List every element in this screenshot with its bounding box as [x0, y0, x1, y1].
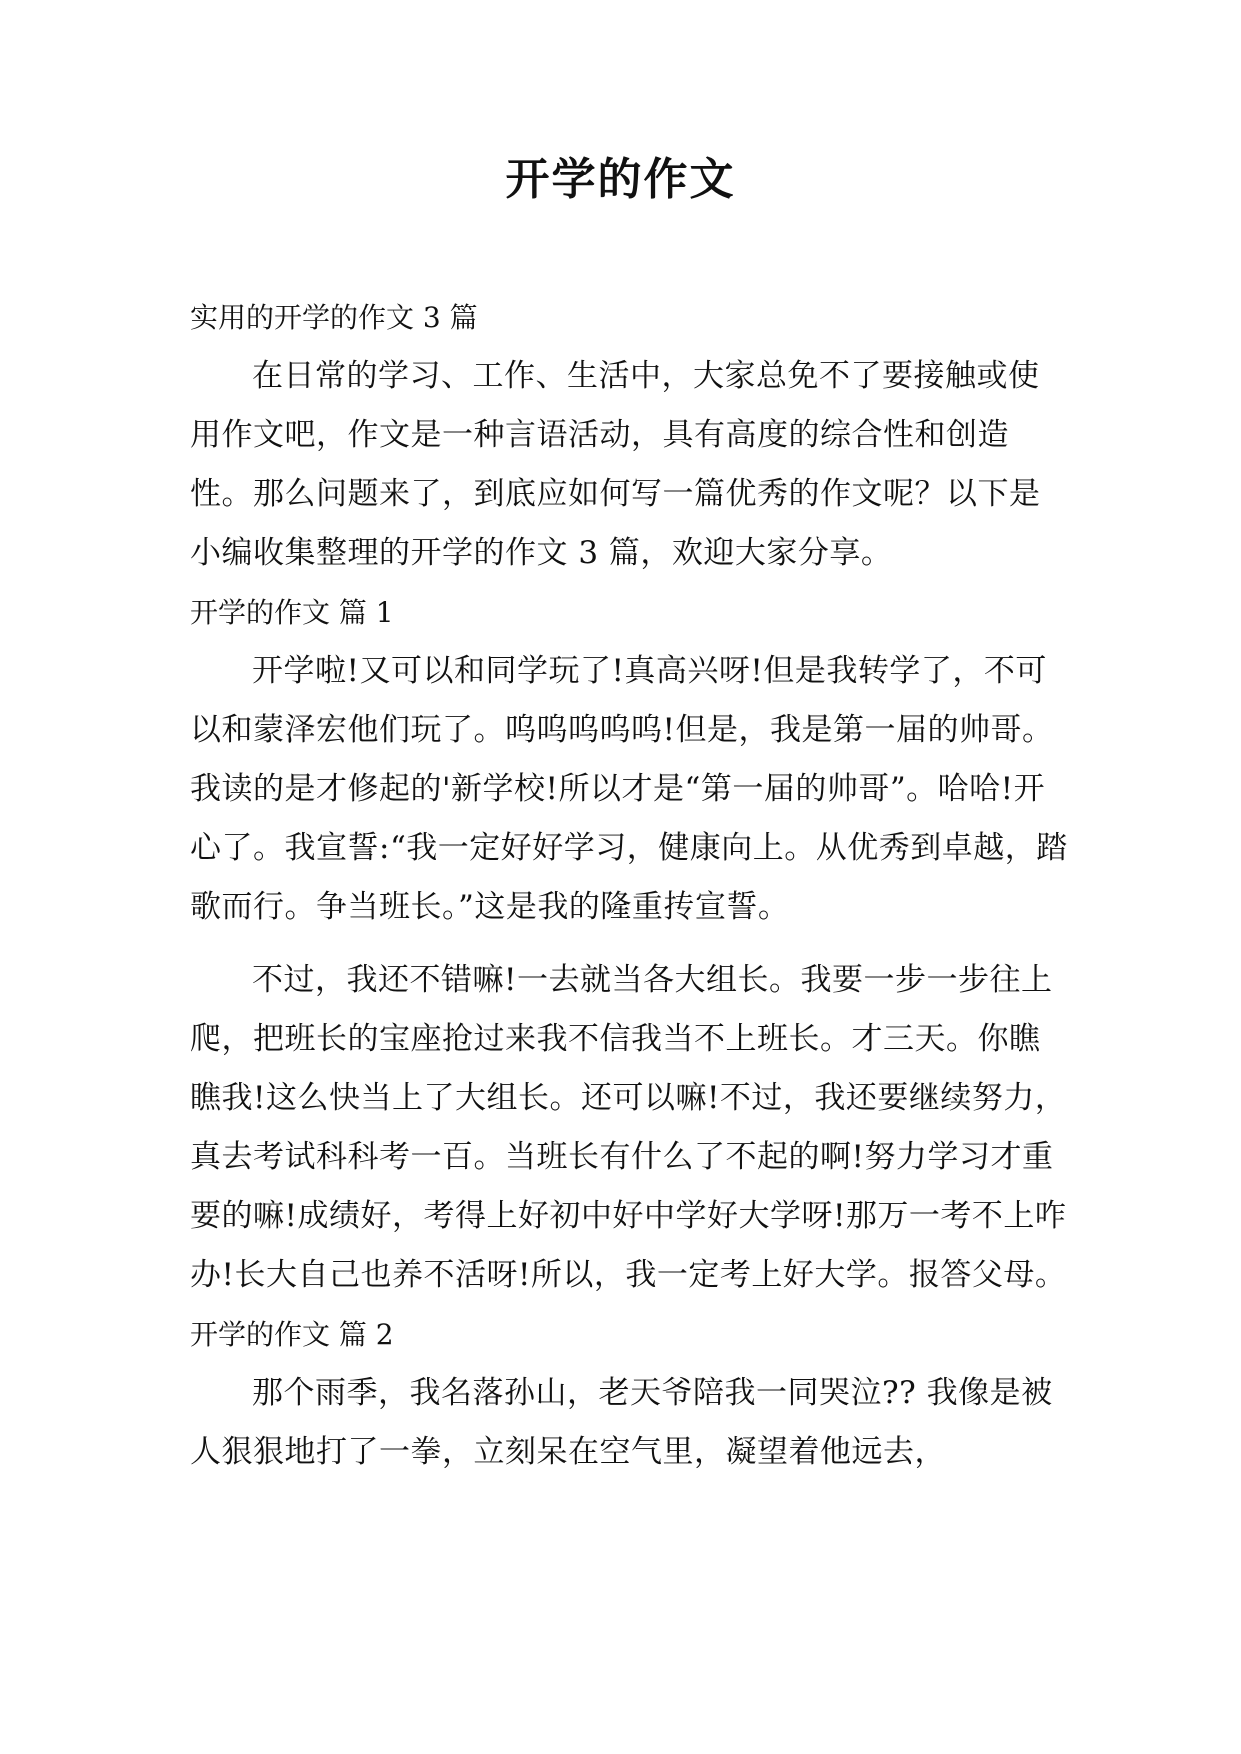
document-title: 开学的作文	[505, 154, 736, 205]
document-body	[190, 288, 1070, 1482]
section-1-paragraph-1: 开学啦!又可以和同学玩了!真高兴呀!但是我转学了，不可以和蒙泽宏他们玩了。呜呜呜呜呜!但是，我是第一届的帅哥。我读的是才修起的'新学校!所以才是“第一届的帅哥”。哈哈!开心了。我宣誓:“我一定好好学习，健康向上。从优秀到卓越，踏歌而行。争当班长。”这是我的隆重抟宣誓。	[190, 653, 1068, 925]
section-heading-2: 开学的作文 篇 2	[190, 1318, 394, 1351]
intro-paragraph: 在日常的学习、工作、生活中，大家总免不了要接触或使用作文吧，作文是一种言语活动，具有高度的综合性和创造性。那么问题来了，到底应如何写一篇优秀的作文呢？以下是小编收集整理的开学的作文 3 篇，欢迎大家分享。	[190, 358, 1041, 571]
section-heading-1: 开学的作文 篇 1	[190, 596, 394, 629]
document-subtitle: 实用的开学的作文 3 篇	[190, 301, 478, 334]
section-2-paragraph-1: 那个雨季，我名落孙山，老天爷陪我一同哭泣?? 我像是被人狠狠地打了一拳，立刻呆在空气里，凝望着他远去，	[190, 1375, 1053, 1470]
section-1-paragraph-2: 不过，我还不错嘛!一去就当各大组长。我要一步一步往上爬，把班长的宝座抢过来我不信我当不上班长。才三天。你瞧瞧我!这么快当上了大组长。还可以嘛!不过，我还要继续努力，真去考试科科考一百。当班长有什么了不起的啊!努力学习才重要的嘛!成绩好，考得上好初中好中学好大学呀!那万一考不上咋办!长大自己也养不活呀!所以，我一定考上好大学。报答父母。	[190, 962, 1067, 1293]
